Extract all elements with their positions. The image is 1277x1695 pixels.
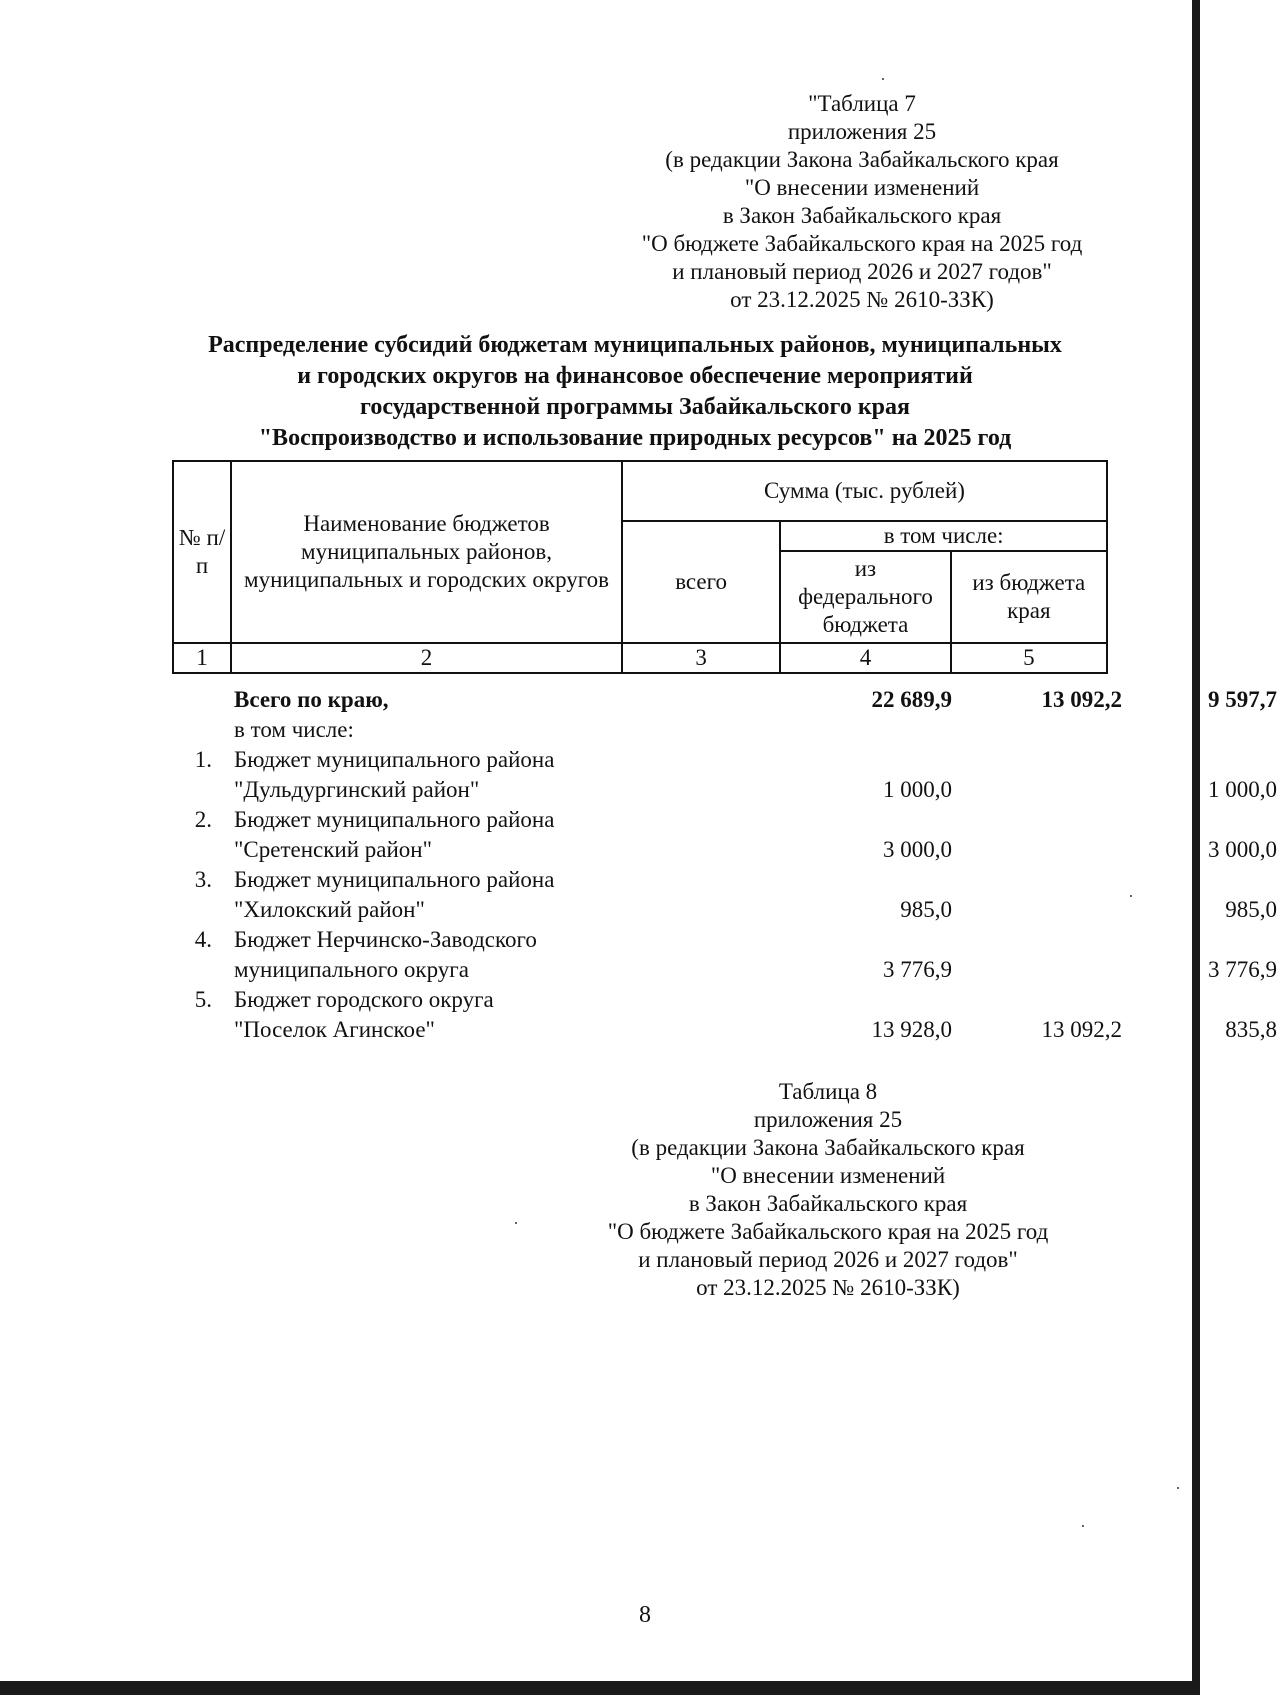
row-total: 985,0 xyxy=(900,897,952,922)
row-name-line2: "Дульдургинский район" xyxy=(234,777,480,802)
header-line: в Закон Забайкальского края xyxy=(688,1191,968,1216)
total-row xyxy=(172,685,1277,715)
header-line: "О внесении изменений xyxy=(744,175,980,200)
scan-speck xyxy=(1177,1487,1179,1489)
row-name-line2: "Поселок Агинское" xyxy=(234,1017,435,1042)
table-row xyxy=(172,805,1277,865)
total-sum: 22 689,9 xyxy=(871,687,952,712)
row-regional: 985,0 xyxy=(1225,897,1277,922)
col-number: 2 xyxy=(231,643,622,673)
title-line: Распределение субсидий бюджетам муниципальных районов, муниципальных xyxy=(208,332,1062,358)
header-line: в Закон Забайкальского края xyxy=(722,203,1002,228)
scan-speck xyxy=(1130,895,1132,897)
row-regional: 3 000,0 xyxy=(1208,837,1277,862)
table-row xyxy=(172,745,1277,805)
row-number: 3. xyxy=(194,867,212,892)
table8-header xyxy=(578,1078,1078,1302)
title-line: "Воспроизводство и использование природных ресурсов" на 2025 год xyxy=(258,425,1012,451)
row-name-line1: Бюджет Нерчинско-Заводского xyxy=(234,927,537,952)
row-number: 5. xyxy=(194,987,212,1012)
header-line: и плановый период 2026 и 2027 годов" xyxy=(638,1247,1018,1272)
scan-speck xyxy=(1082,1525,1084,1527)
row-name-line2: муниципального округа xyxy=(234,957,469,982)
including-label: в том числе: xyxy=(234,717,354,742)
col-number: 1 xyxy=(173,643,231,673)
col-number: 4 xyxy=(780,643,950,673)
header-line: "О внесении изменений xyxy=(710,1163,946,1188)
row-regional: 835,8 xyxy=(1225,1017,1277,1042)
header-line: "О бюджете Забайкальского края на 2025 год xyxy=(641,231,1083,256)
header-line: приложения 25 xyxy=(753,1107,903,1132)
row-name-line1: Бюджет городского округа xyxy=(234,987,494,1012)
row-regional: 3 776,9 xyxy=(1208,957,1277,982)
total-federal: 13 092,2 xyxy=(1041,687,1122,712)
title-line: государственной программы Забайкальского края xyxy=(360,394,910,420)
col-header-total: всего xyxy=(622,521,780,643)
row-total: 3 000,0 xyxy=(883,837,952,862)
table-row xyxy=(172,865,1277,925)
row-name-line2: "Хилокский район" xyxy=(234,897,425,922)
header-line: Таблица 8 xyxy=(778,1079,878,1104)
document-title xyxy=(160,330,1110,454)
col-header-including: в том числе: xyxy=(780,521,1107,551)
header-line: и плановый период 2026 и 2027 годов" xyxy=(672,259,1052,284)
header-line: (в редакции Закона Забайкальского края xyxy=(631,1135,1025,1160)
row-name-line2: "Сретенский район" xyxy=(234,837,432,862)
col-header-name: Наименование бюджетов муниципальных районов, муниципальных и городских округов xyxy=(231,461,622,643)
col-header-federal: из федерального бюджета xyxy=(780,551,950,643)
row-number: 1. xyxy=(194,747,212,772)
table-row xyxy=(172,925,1277,985)
row-number: 2. xyxy=(194,807,212,832)
row-total: 1 000,0 xyxy=(883,777,952,802)
row-regional: 1 000,0 xyxy=(1208,777,1277,802)
header-line: приложения 25 xyxy=(787,119,937,144)
header-line: "Таблица 7 xyxy=(808,91,916,116)
header-line: (в редакции Закона Забайкальского края xyxy=(665,147,1059,172)
scan-speck xyxy=(882,78,884,80)
scan-speck xyxy=(515,1222,517,1224)
including-row xyxy=(172,715,1108,745)
col-header-number: № п/п xyxy=(173,461,231,643)
subsidy-table-header xyxy=(172,460,1108,674)
row-number: 4. xyxy=(194,927,212,952)
title-line: и городских округов на финансовое обеспечение мероприятий xyxy=(297,363,973,389)
row-total: 13 928,0 xyxy=(871,1017,952,1042)
header-line: от 23.12.2025 № 2610-ЗЗК) xyxy=(730,287,994,312)
row-federal: 13 092,2 xyxy=(1041,1017,1122,1042)
header-line: от 23.12.2025 № 2610-ЗЗК) xyxy=(696,1275,960,1300)
row-total: 3 776,9 xyxy=(883,957,952,982)
table-row xyxy=(172,985,1277,1045)
subsidy-table-body xyxy=(172,685,1277,1045)
col-header-regional: из бюджета края xyxy=(951,551,1107,643)
row-name-line1: Бюджет муниципального района xyxy=(234,807,555,832)
row-name-line1: Бюджет муниципального района xyxy=(234,867,555,892)
total-regional: 9 597,7 xyxy=(1208,687,1277,712)
header-line: "О бюджете Забайкальского края на 2025 год xyxy=(607,1219,1049,1244)
row-name-line1: Бюджет муниципального района xyxy=(234,747,555,772)
col-header-sum: Сумма (тыс. рублей) xyxy=(622,461,1107,521)
total-label: Всего по краю, xyxy=(234,687,389,712)
col-number: 5 xyxy=(951,643,1107,673)
scan-border-bottom xyxy=(0,1681,1200,1695)
table7-header xyxy=(612,90,1112,314)
page-number: 8 xyxy=(639,1602,651,1628)
col-number: 3 xyxy=(622,643,780,673)
